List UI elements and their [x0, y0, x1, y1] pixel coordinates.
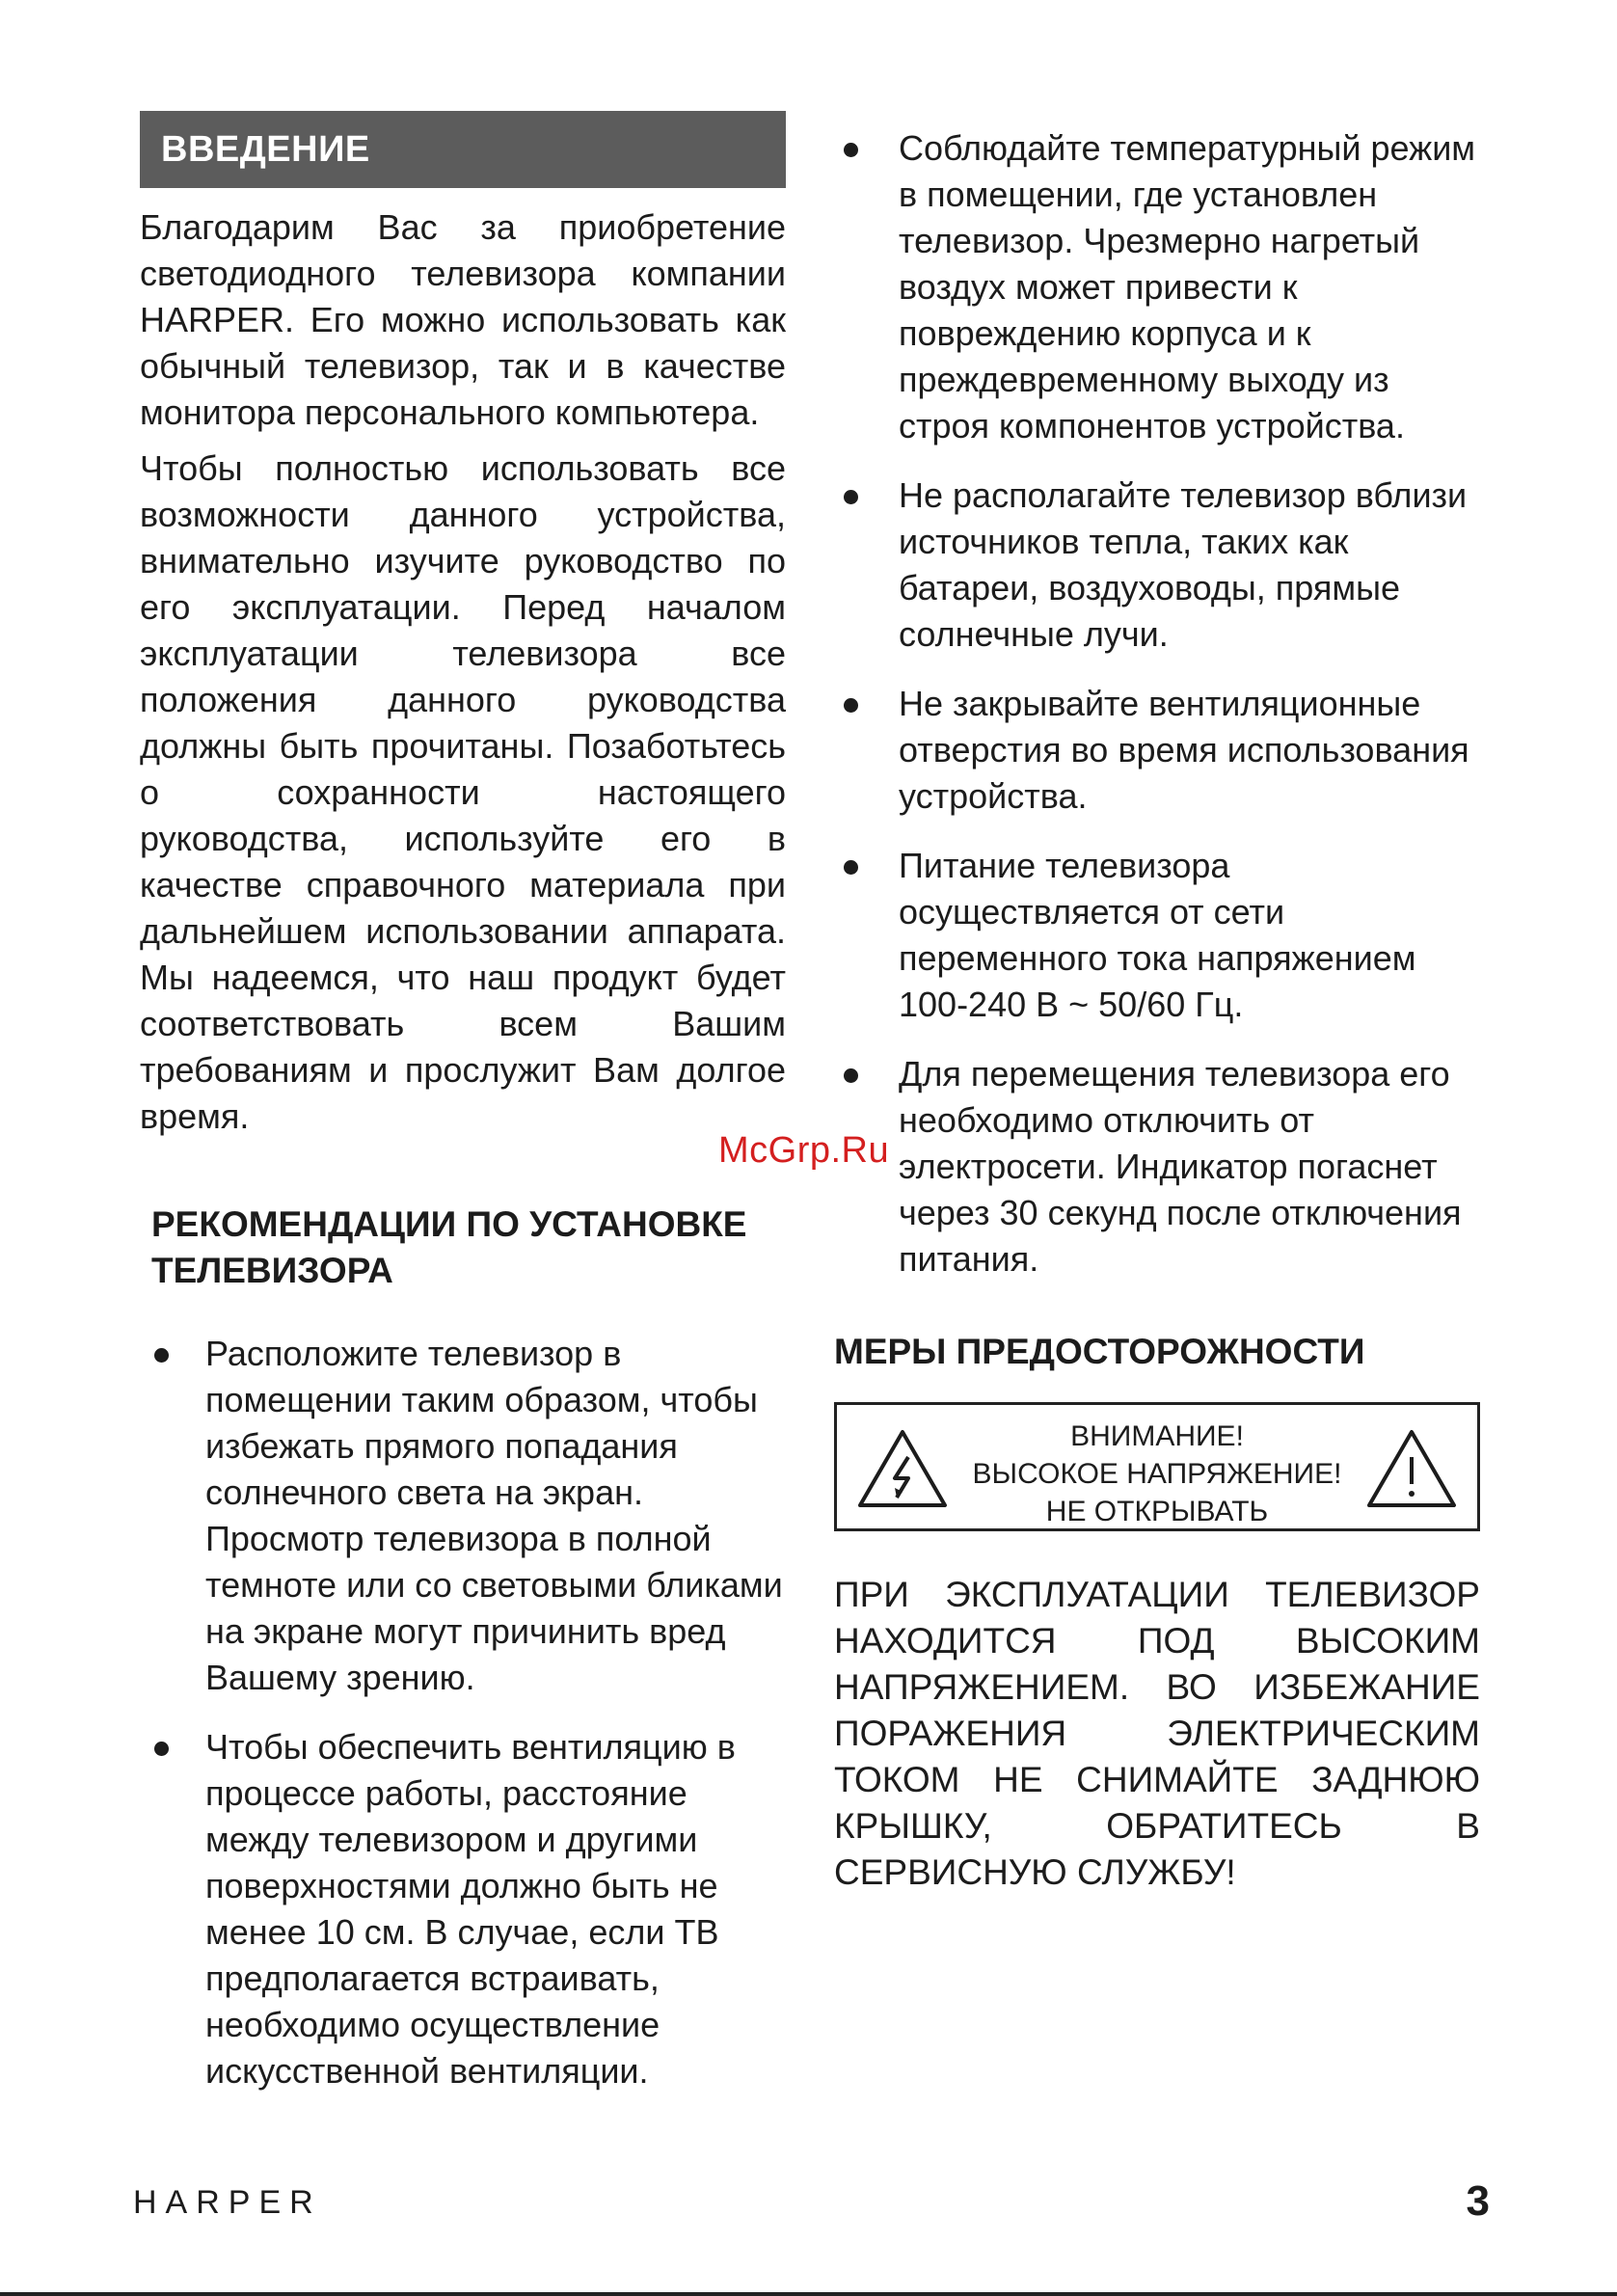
high-voltage-caution-text: ПРИ ЭКСПЛУАТАЦИИ ТЕЛЕВИЗОР НАХОДИТСЯ ПОД ВЫСОКИМ НАПРЯЖЕНИЕМ. ВО ИЗБЕЖАНИЕ ПОРАЖЕНИЯ ЭЛЕКТРИЧЕСКИМ ТОКОМ НЕ СНИМАЙТЕ ЗАДНЮЮ КРЫШКУ, ОБРАТИТЕСЬ В СЕРВИСНУЮ СЛУЖБУ!: [834, 1575, 1480, 1892]
installation-list-left: [140, 1331, 786, 2094]
list-item: [140, 1724, 786, 2094]
list-item: [834, 473, 1480, 658]
installation-heading: [140, 1202, 786, 1294]
bullet-icon: [154, 1742, 169, 1756]
intro-heading: ВВЕДЕНИЕ: [140, 111, 786, 188]
list-item: [834, 125, 1480, 449]
bullet-icon: [844, 860, 858, 875]
bullet-icon: [844, 490, 858, 504]
right-column: [834, 125, 1480, 1896]
installation-list-right: [834, 125, 1480, 1283]
warning-text: [953, 1418, 1361, 1530]
electric-shock-warning-icon: [856, 1428, 949, 1509]
exclamation-warning-icon: [1365, 1428, 1458, 1509]
left-column: [140, 111, 786, 2118]
bullet-icon: [844, 698, 858, 713]
precautions-heading: МЕРЫ ПРЕДОСТОРОЖНОСТИ: [834, 1332, 1365, 1371]
intro-paragraph-1: Благодарим Вас за приобретение светодиодного телевизора компании HARPER. Его можно использовать как обычный телевизор, так и в качестве монитора персонального компьютера.: [140, 207, 786, 432]
bullet-icon: [154, 1348, 169, 1363]
list-item-text: Не закрывайте вентиляционные отверстия во время использования устройства.: [899, 684, 1469, 816]
installation-heading-line-2: ТЕЛЕВИЗОРА: [151, 1251, 393, 1290]
bottom-divider: [0, 2292, 1617, 2296]
list-item: [834, 681, 1480, 820]
high-voltage-warning-box: [834, 1402, 1480, 1531]
warning-line-2: ВЫСОКОЕ НАПРЯЖЕНИЕ!: [972, 1458, 1342, 1490]
warning-line-1: ВНИМАНИЕ!: [1070, 1420, 1244, 1452]
list-item-text: Чтобы обеспечить вентиляцию в процессе работы, расстояние между телевизором и другими поверхностями должно быть не менее 10 см. В случае, если ТВ предполагается встраивать, необходимо осуществление искусственной вентиляции.: [205, 1727, 736, 2091]
harper-logo-text: HARPER: [133, 2184, 322, 2220]
watermark: McGrp.Ru: [718, 1130, 890, 1171]
list-item: [140, 1331, 786, 1701]
installation-heading-line-1: РЕКОМЕНДАЦИИ ПО УСТАНОВКЕ: [151, 1204, 747, 1244]
list-item: [834, 1051, 1480, 1283]
list-item-text: Питание телевизора осуществляется от сети переменного тока напряжением 100-240 В ~ 50/60 Гц.: [899, 846, 1416, 1024]
list-item: [834, 843, 1480, 1028]
intro-paragraph-2: Чтобы полностью использовать все возможности данного устройства, внимательно изучите руководство по его эксплуатации. Перед началом эксплуатации телевизора все положения данного руководства должны быть прочитаны. Позаботьтесь о сохранности настоящего руководства, используйте его в качестве справочного материала при дальнейшем использовании аппарата. Мы надеемся, что наш продукт будет соответствовать всем Вашим требованиям и прослужит Вам долгое время.: [140, 448, 786, 1136]
bullet-icon: [844, 1068, 858, 1083]
warning-line-3: НЕ ОТКРЫВАТЬ: [1045, 1496, 1269, 1527]
list-item-text: Соблюдайте температурный режим в помещении, где установлен телевизор. Чрезмерно нагретый воздух может привести к повреждению корпуса и к преждевременному выходу из строя компонентов устройства.: [899, 128, 1476, 446]
bullet-icon: [844, 143, 858, 157]
list-item-text: Расположите телевизор в помещении таким образом, чтобы избежать прямого попадания солнечного света на экран. Просмотр телевизора в полной темноте или со световыми бликами на экране могут причинить вред Вашему зрению.: [205, 1334, 783, 1697]
page-number: 3: [1466, 2177, 1490, 2225]
list-item-text: Для перемещения телевизора его необходимо отключить от электросети. Индикатор погаснет через 30 секунд после отключения питания.: [899, 1054, 1462, 1279]
harper-logo: [133, 2181, 345, 2220]
list-item-text: Не располагайте телевизор вблизи источников тепла, таких как батареи, воздуховоды, прямые солнечные лучи.: [899, 475, 1468, 654]
